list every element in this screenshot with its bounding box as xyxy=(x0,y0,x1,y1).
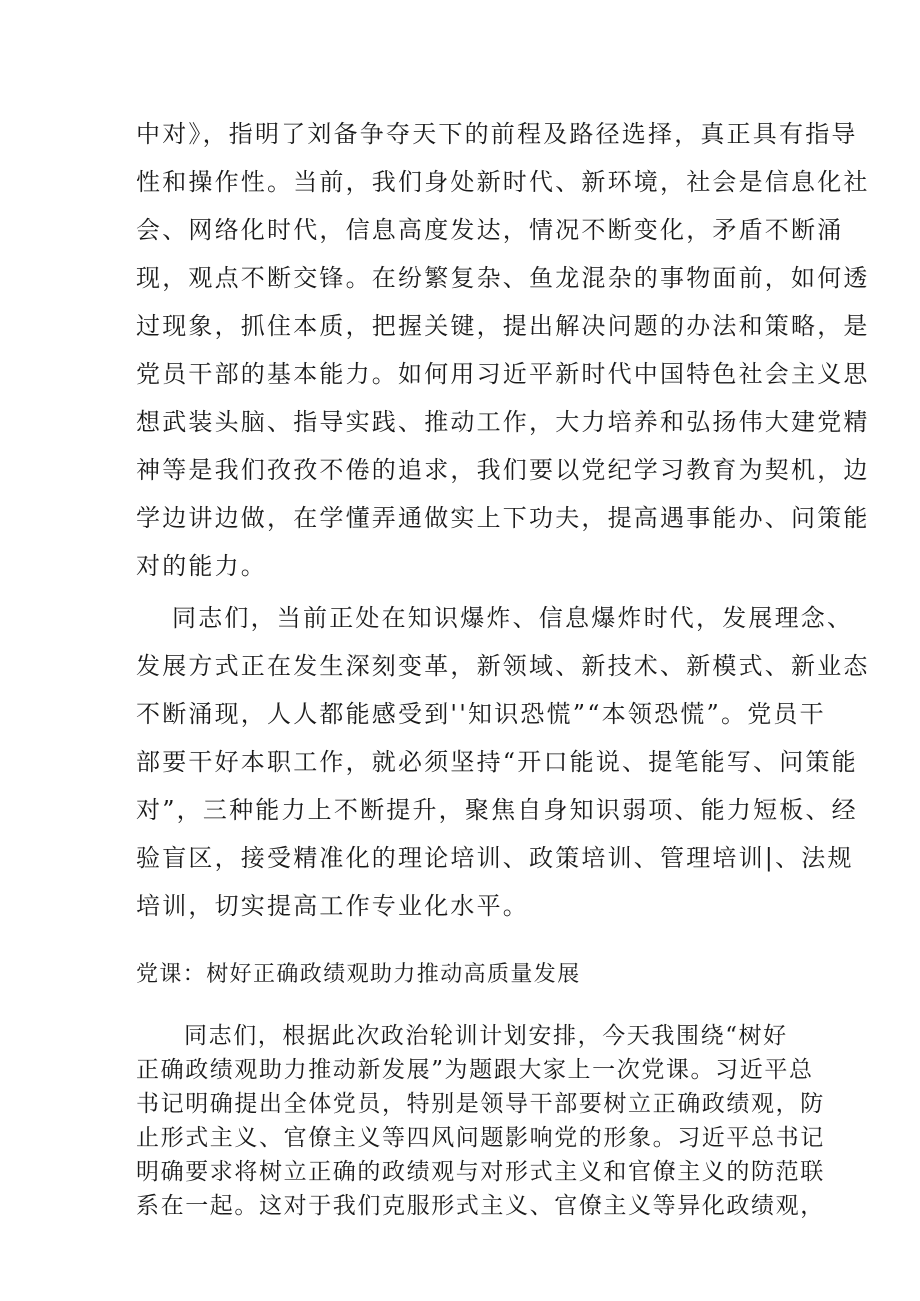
paragraph-line: 同志们，当前正处在知识爆炸、信息爆炸时代，发展理念、 xyxy=(172,604,854,632)
section-heading: 党课：树好正确政绩观助力推动高质量发展 xyxy=(136,962,581,987)
paragraph-line: 系在一起。这对于我们克服形式主义、官僚主义等异化政绩观， xyxy=(136,1193,825,1219)
paragraph-line: 验盲区，接受精准化的理论培训、政策培训、管理培训|、法规 xyxy=(136,844,854,872)
paragraph-line: 中对》，指明了刘备争夺天下的前程及路径选择，真正具有指导 xyxy=(136,120,858,148)
paragraph-line: 会、网络化时代，信息高度发达，情况不断变化，矛盾不断涌 xyxy=(136,216,844,244)
paragraph-line: 止形式主义、官僚主义等四风问题影响党的形象。习近平总书记 xyxy=(136,1125,825,1151)
paragraph-line: 同志们，根据此次政治轮训计划安排，今天我围绕“树好 xyxy=(184,1023,788,1049)
paragraph-line: 对的能力。 xyxy=(136,552,267,580)
paragraph-line: 明确要求将树立正确的政绩观与对形式主义和官僚主义的防范联 xyxy=(136,1159,825,1185)
paragraph-line: 过现象，抓住本质，把握关键，提出解决问题的办法和策略，是 xyxy=(136,312,870,340)
paragraph-line: 神等是我们孜孜不倦的追求，我们要以党纪学习教育为契机，边 xyxy=(136,456,870,484)
paragraph-line: 对”，三种能力上不断提升，聚焦自身知识弱项、能力短板、经 xyxy=(136,796,858,824)
paragraph-line: 性和操作性。当前，我们身处新时代、新环境，社会是信息化社 xyxy=(136,168,870,196)
paragraph-line: 党员干部的基本能力。如何用习近平新时代中国特色社会主义思 xyxy=(136,360,870,388)
paragraph-line: 培训，切实提高工作专业化水平。 xyxy=(136,892,529,920)
paragraph-line: 正确政绩观助力推动新发展”为题跟大家上一次党课。习近平总 xyxy=(136,1057,814,1083)
paragraph-line: 现，观点不断交锋。在纷繁复杂、鱼龙混杂的事物面前，如何透 xyxy=(136,264,870,292)
paragraph-line: 书记明确提出全体党员，特别是领导干部要树立正确政绩观，防 xyxy=(136,1091,825,1117)
paragraph-line: 部要干好本职工作，就必须坚持“开口能说、提笔能写、问策能 xyxy=(136,748,858,776)
paragraph-line: 学边讲边做，在学懂弄通做实上下功夫，提高遇事能办、问策能 xyxy=(136,504,870,532)
paragraph-line: 发展方式正在发生深刻变革，新领域、新技术、新模式、新业态 xyxy=(136,652,870,680)
paragraph-line: 想武装头脑、指导实践、推动工作，大力培养和弘扬伟大建党精 xyxy=(136,408,870,436)
paragraph-line: 不断涌现，人人都能感受到''知识恐慌”“本领恐慌”。党员干 xyxy=(136,700,826,728)
